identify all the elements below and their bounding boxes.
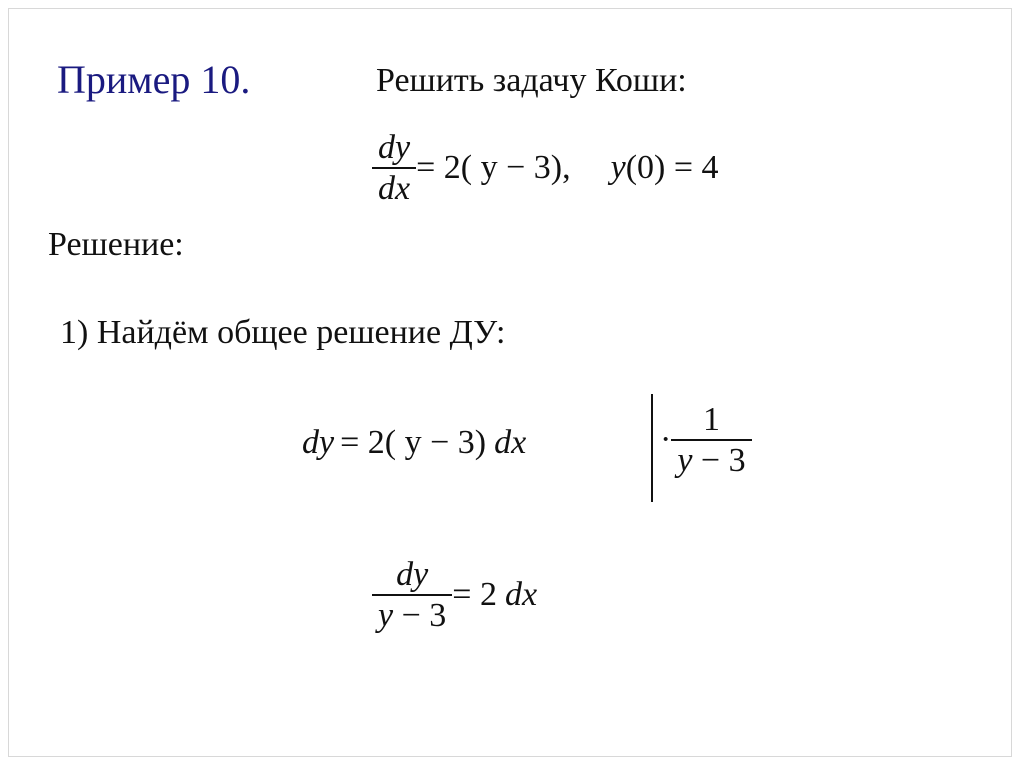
initial-condition-var: y [610, 149, 626, 187]
multiplier-den-var: y [677, 442, 693, 480]
step-1-heading: 1) Найдём общее решение ДУ: [60, 314, 506, 351]
eq2-rhs: = 2 [452, 576, 497, 614]
integrable-equation [372, 555, 537, 635]
multiplier-denominator [671, 439, 751, 480]
cauchy-equation [372, 128, 719, 208]
solution-label: Решение: [48, 226, 184, 263]
example-title: Пример 10. [57, 57, 251, 102]
eq2-denominator [372, 594, 452, 635]
multiplier-den-rest: − 3 [700, 442, 746, 480]
fraction-denominator: dx [372, 167, 416, 208]
eq2-fraction [372, 555, 452, 635]
multiplier-fraction [671, 400, 751, 480]
eq2-den-var: y [378, 597, 394, 635]
multiplier-numerator: 1 [702, 401, 720, 438]
slide-frame [8, 8, 1012, 757]
eq2-den-rest: − 3 [401, 597, 447, 635]
equation-rhs: = 2( y − 3), [416, 149, 571, 187]
multiplier-bar [651, 394, 653, 502]
separated-equation [302, 424, 526, 462]
multiplier-dot: · [660, 421, 672, 459]
initial-condition-rest: (0) = 4 [625, 149, 719, 187]
fraction-numerator: dy [378, 129, 411, 166]
derivative-fraction [372, 128, 416, 208]
eq2-numerator: dy [396, 556, 429, 593]
multiplier [660, 400, 752, 480]
task-label: Решить задачу Коши: [376, 62, 687, 99]
eq1-lhs: dy [302, 424, 335, 461]
eq1-dx: dx [494, 424, 527, 461]
eq2-dx: dx [504, 576, 538, 614]
eq1-middle: = 2( y − 3) [340, 424, 487, 461]
